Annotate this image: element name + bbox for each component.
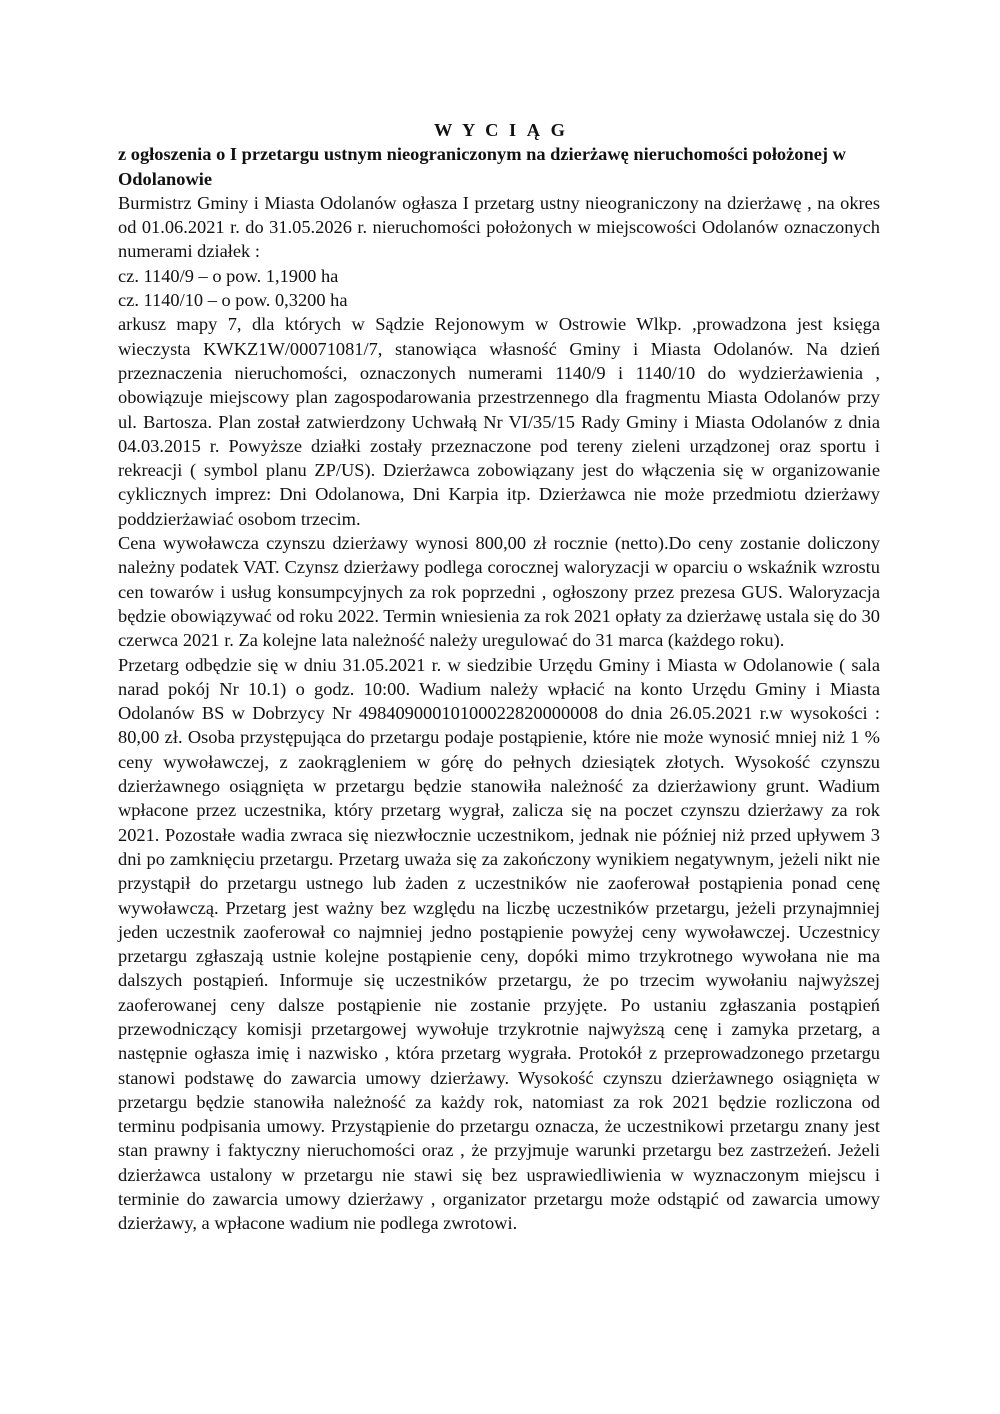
plot-item-2: cz. 1140/10 – o pow. 0,3200 ha (118, 290, 348, 311)
price-paragraph: Cena wywoławcza czynszu dzierżawy wynosi 800,00 zł rocznie (netto).Do ceny zostanie doliczony należny podatek VAT. Czynsz dzierżawy podlega corocznej waloryzacji w oparciu o wskaźnik wzrostu cen towarów i usług konsumpcyjnych za rok poprzedni , ogłoszony przez prezesa GUS. Waloryzacja będzie obowiązywać od roku 2022. Termin wniesienia za rok 2021 opłaty za dzierżawę ustala się do 30 czerwca 2021 r. Za kolejne lata należność należy uregulować do 31 marca (każdego roku). (118, 533, 880, 651)
intro-paragraph: Burmistrz Gminy i Miasta Odolanów ogłasza I przetarg ustny nieograniczony na dzierżawę , na okres od 01.06.2021 r. do 31.05.2026 r. nieruchomości położonych w miejscowości Odolanów oznaczonych numerami działek : (118, 192, 880, 262)
document-title: W Y C I Ą G (434, 120, 568, 140)
document-subtitle: z ogłoszenia o I przetargu ustnym nieograniczonym na dzierżawę nieruchomości położonej w Odolanowie (118, 144, 846, 189)
land-register-paragraph: arkusz mapy 7, dla których w Sądzie Rejonowym w Ostrowie Wlkp. ,prowadzona jest księga wieczysta KWKZ1W/00071081/7, stanowiąca własność Gminy i Miasta Odolanów. Na dzień przeznaczenia nieruchomości, oznaczonych numerami 1140/9 i 1140/10 do wydzierżawienia , obowiązuje miejscowy plan zagospodarowania przestrzennego dla fragmentu Miasta Odolanów przy ul. Bartosza. Plan został zatwierdzony Uchwałą Nr VI/35/15 Rady Gminy i Miasta Odolanów z dnia 04.03.2015 r. Powyższe działki zostały przeznaczone pod tereny zieleni urządzonej oraz sportu i rekreacji ( symbol planu ZP/US). Dzierżawca zobowiązany jest do włączenia się w organizowanie cyklicznych imprez: Dni Odolanowa, Dni Karpia itp. Dzierżawca nie może przedmiotu dzierżawy poddzierżawiać osobom trzecim. (118, 314, 880, 529)
plot-item-1: cz. 1140/9 – o pow. 1,1900 ha (118, 265, 339, 286)
auction-terms-paragraph: Przetarg odbędzie się w dniu 31.05.2021 r. w siedzibie Urzędu Gminy i Miasta w Odolanowie ( sala narad pokój Nr 10.1) o godz. 10:00. Wadium należy wpłacić na konto Urzędu Gminy i Miasta Odolanów BS w Dobrzycy Nr 49840900010100022820000008 do dnia 26.05.2021 r.w wysokości : 80,00 zł. Osoba przystępująca do przetargu podaje postąpienie, które nie może wynosić mniej niż 1 % ceny wywoławczej, z zaokrągleniem w górę do pełnych dziesiątek złotych. Wysokość czynszu dzierżawnego osiągnięta w przetargu będzie stanowiła należność za dzierżawiony grunt. Wadium wpłacone przez uczestnika, który przetarg wygrał, zalicza się na poczet czynszu dzierżawy za rok 2021. Pozostałe wadia zwraca się niezwłocznie uczestnikom, jednak nie później niż przed upływem 3 dni po zamknięciu przetargu. Przetarg uważa się za zakończony wynikiem negatywnym, jeżeli nikt nie przystąpił do przetargu ustnego lub żaden z uczestników nie zaoferował postąpienia ponad cenę wywoławczą. Przetarg jest ważny bez względu na liczbę uczestników przetargu, jeżeli przynajmniej jeden uczestnik zaoferował co najmniej jedno postąpienie powyżej ceny wywoławczej. Uczestnicy przetargu zgłaszają ustnie kolejne postąpienie ceny, dopóki mimo trzykrotnego wywołana nie ma dalszych postąpień. Informuje się uczestników przetargu, że po trzecim wywołaniu najwyższej zaoferowanej ceny dalsze postąpienie nie zostanie przyjęte. Po ustaniu zgłaszania postąpień przewodniczący komisji przetargowej wywołuje trzykrotnie najwyższą cenę i zamyka przetarg, a następnie ogłasza imię i nazwisko , która przetarg wygrała. Protokół z przeprowadzonego przetargu stanowi podstawę do zawarcia umowy dzierżawy. Wysokość czynszu dzierżawnego osiągnięta w przetargu będzie stanowiła należność za każdy rok, natomiast za rok 2021 będzie rozliczona od terminu podpisania umowy. Przystąpienie do przetargu oznacza, że uczestnikowi przetargu znany jest stan prawny i faktyczny nieruchomości oraz , że przyjmuje warunki przetargu bez zastrzeżeń. Jeżeli dzierżawca ustalony w przetargu nie stawi się bez usprawiedliwienia w wyznaczonym miejscu i terminie do zawarcia umowy dzierżawy , organizator przetargu może odstąpić od zawarcia umowy dzierżawy, a wpłacone wadium nie podlega zwrotowi. (118, 654, 880, 1234)
document-body (118, 118, 880, 1236)
